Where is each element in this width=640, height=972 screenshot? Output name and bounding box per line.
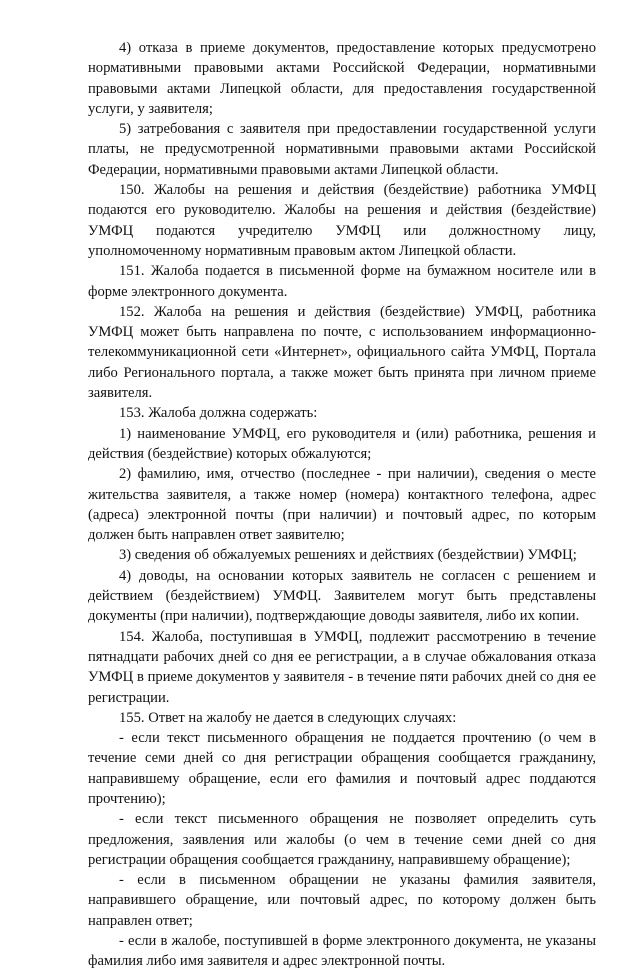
paragraph-150: 150. Жалобы на решения и действия (бездействие) работника УМФЦ подаются его руководителю. Жалобы на решения и действия (бездействие) УМФЦ подаются учредителю УМФЦ или должностному лицу, уполномоченному нормативным правовым актом Липецкой области. — [88, 182, 596, 259]
paragraph-152: 152. Жалоба на решения и действия (бездействие) УМФЦ, работника УМФЦ может быть направлена по почте, с использованием информационно-телекоммуникационной сети «Интернет», официального сайта УМФЦ, Портала либо Регионального портала, а также может быть принята при личном приеме заявителя. — [88, 303, 596, 402]
paragraph-153-item-2: 2) фамилию, имя, отчество (последнее - при наличии), сведения о месте жительства заявителя, а также номер (номера) контактного телефона, адрес (адреса) электронной почты (при наличии) и почтовый адрес, по которым должен быть направлен ответ заявителю; — [88, 466, 596, 544]
paragraph-154: 154. Жалоба, поступившая в УМФЦ, подлежит рассмотрению в течение пятнадцати рабочих дней со дня ее регистрации, а в случае обжалования отказа УМФЦ в приеме документов у заявителя - в течение пяти рабочих дней со дня ее регистрации. — [88, 628, 596, 706]
paragraph-153-item-1: 1) наименование УМФЦ, его руководителя и (или) работника, решения и действия (бездействие) которых обжалуются; — [88, 425, 596, 462]
paragraph-153: 153. Жалоба должна содержать: — [119, 405, 318, 422]
paragraph-153-item-3: 3) сведения об обжалуемых решениях и действиях (бездействии) УМФЦ; — [119, 547, 577, 564]
paragraph-155-case-2: - если текст письменного обращения не позволяет определить суть предложения, заявления или жалобы (о чем в течение семи дней со дня регистрации обращения сообщается гражданину, направившему обращение); — [88, 811, 596, 868]
document-page — [88, 38, 596, 972]
paragraph-151: 151. Жалоба подается в письменной форме на бумажном носителе или в форме электронного документа. — [88, 263, 596, 300]
paragraph-item-5-fee: 5) затребования с заявителя при предоставлении государственной услуги платы, не предусмотренной нормативными правовыми актами Российской Федерации, нормативными правовыми актами Липецкой области. — [88, 121, 596, 178]
paragraph-153-item-4: 4) доводы, на основании которых заявитель не согласен с решением и действием (бездействием) УМФЦ. Заявителем могут быть представлены документы (при наличии), подтверждающие доводы заявителя, либо их копии. — [88, 567, 596, 625]
paragraph-155-case-1: - если текст письменного обращения не поддается прочтению (о чем в течение семи дней со дня регистрации обращения сообщается гражданину, направившему обращение, если его фамилия и почтовый адрес поддаются прочтению); — [88, 730, 596, 807]
paragraph-item-4-refusal: 4) отказа в приеме документов, предоставление которых предусмотрено нормативными правовыми актами Российской Федерации, нормативными правовыми актами Липецкой области, для предоставления государственной услуги, у заявителя; — [88, 40, 596, 117]
paragraph-155: 155. Ответ на жалобу не дается в следующих случаях: — [119, 709, 457, 726]
paragraph-155-case-3: - если в письменном обращении не указаны фамилия заявителя, направившего обращение, или почтовый адрес, по которому должен быть направлен ответ; — [88, 872, 596, 929]
paragraph-155-case-4: - если в жалобе, поступившей в форме электронного документа, не указаны фамилия либо имя заявителя и адрес электронной почты. — [88, 933, 596, 970]
